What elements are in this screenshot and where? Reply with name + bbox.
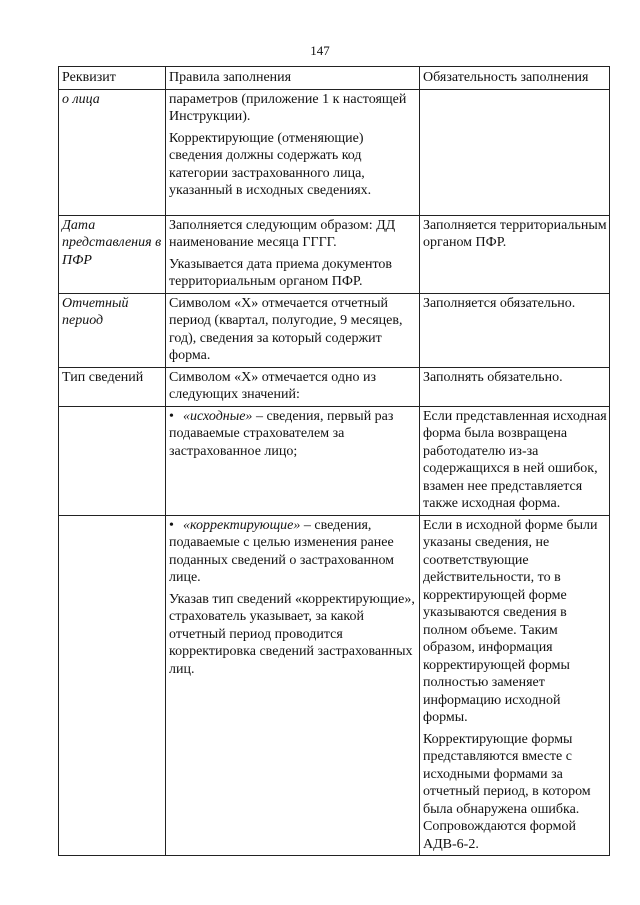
rules-cell [166,215,420,293]
obligation-paragraph: Если представленная исходная форма была возвращена работодателю из-за содержащихся в ней ошибок, взамен нее представляется также исходная форма. [423,408,607,511]
obligation-cell [420,515,610,856]
obligation-paragraph: Заполняется обязательно. [423,295,576,311]
rules-paragraph: Указав тип сведений «корректирующие», страхователь указывает, за какой отчетный период проводится корректировка сведений застрахованных лиц. [169,591,415,677]
value-description: – сведения, первый раз подаваемые страхователем за застрахованное лицо; [169,408,394,459]
rules-cell [166,89,420,215]
bullet-icon: • [169,408,174,424]
rules-cell [166,515,420,856]
requisite-cell: о лица [59,89,166,215]
table-row [59,293,610,367]
table-row [59,89,610,215]
table-row [59,215,610,293]
header-obligation: Обязательность заполнения [420,67,610,90]
header-requisite: Реквизит [59,67,166,90]
obligation-paragraph: Заполнять обязательно. [423,369,563,385]
rules-cell [166,406,420,515]
requisite-cell: Тип сведений [59,367,166,406]
rules-paragraph [169,517,417,587]
requisite-cell: Дата представления в ПФР [59,215,166,293]
obligation-cell [420,215,610,293]
page-number: 147 [310,43,330,58]
header-rules: Правила заполнения [166,67,420,90]
rules-cell [166,293,420,367]
value-term: «исходные» [183,408,253,424]
rules-paragraph: параметров (приложение 1 к настоящей Инструкции). [169,91,407,124]
requisite-cell [59,515,166,856]
obligation-cell [420,406,610,515]
obligation-cell [420,367,610,406]
table-row [59,515,610,856]
bullet-icon: • [169,517,174,533]
rules-cell [166,367,420,406]
rules-paragraph: Символом «Х» отмечается одно из следующих значений: [169,369,377,402]
rules-paragraph: Символом «Х» отмечается отчетный период (квартал, полугодие, 9 месяцев, год), сведения за который содержит форма. [169,295,403,363]
table-row [59,367,610,406]
obligation-cell [420,89,610,215]
value-term: «корректирующие» [183,517,301,533]
table-row [59,406,610,515]
table-header-row [59,67,610,90]
value-description: – сведения, подаваемые с целью изменения ранее поданных сведений о застрахованном лице. [169,517,395,585]
requisites-table [58,66,610,856]
rules-paragraph: Корректирующие (отменяющие) сведения должны содержать код категории застрахованного лица, указанный в исходных сведениях. [169,130,372,198]
rules-paragraph [169,408,417,461]
obligation-paragraph: Заполняется территориальным органом ПФР. [423,217,607,250]
rules-paragraph: Заполняется следующим образом: ДД наименование месяца ГГГГ. [169,217,396,250]
obligation-cell [420,293,610,367]
requisite-cell: Отчетный период [59,293,166,367]
rules-paragraph: Указывается дата приема документов территориальным органом ПФР. [169,256,393,289]
obligation-paragraph: Корректирующие формы представляются вместе с исходными формами за отчетный период, в котором была обнаружена ошибка. Сопровождаются формой АДВ-6-2. [423,731,591,852]
obligation-paragraph: Если в исходной форме были указаны сведения, не соответствующие действительности, то в корректирующей форме указываются сведения в полном объеме. Таким образом, информация корректирующей формы полностью заменяет информацию исходной формы. [423,517,598,725]
requisite-cell [59,406,166,515]
